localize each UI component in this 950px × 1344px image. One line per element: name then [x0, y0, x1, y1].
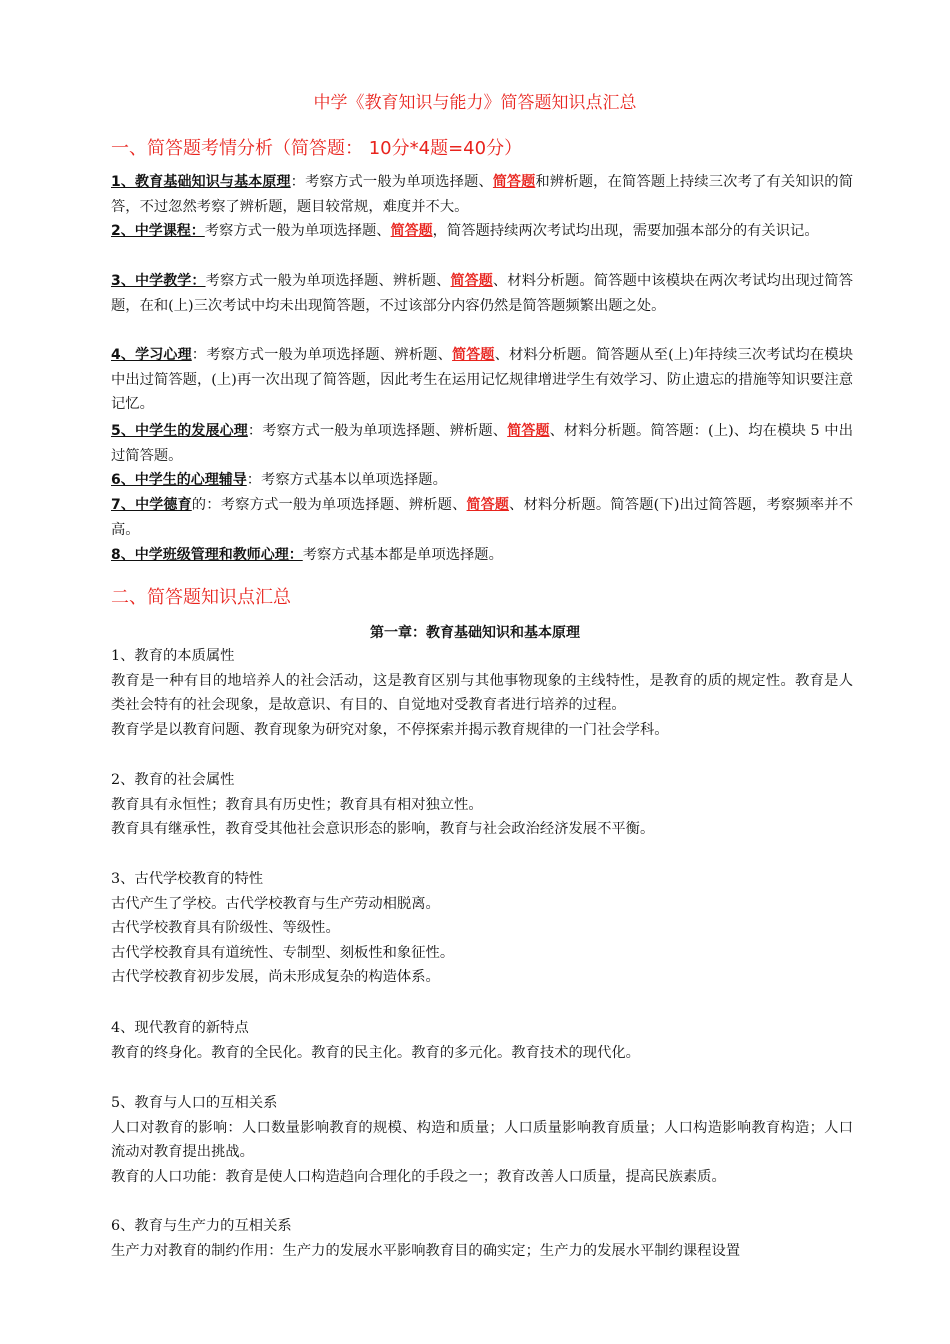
topic-line: 古代产生了学校。古代学校教育与生产劳动相脱离。	[111, 895, 440, 912]
analysis-item	[111, 269, 853, 318]
item-text: 、材料分析题。简答题中该模块在两次考试均出现过简答题，在和(上)三次考试中均未出现简答题，不过该部分内容仍然是简答题频繁出题之处。	[111, 273, 854, 314]
topic-heading: 1、教育的本质属性	[111, 648, 235, 664]
highlight-term: 简答题	[452, 347, 495, 363]
analysis-item	[111, 419, 853, 468]
highlight-term: 简答题	[466, 497, 510, 513]
item-text: ：考察方式基本以单项选择题。	[246, 472, 447, 488]
item-text: ：考察方式一般为单项选择题、辨析题、	[247, 423, 508, 439]
topic-block	[111, 1091, 853, 1189]
topic-heading: 2、教育的社会属性	[111, 772, 235, 788]
item-lead: 6、中学生的心理辅导	[111, 472, 247, 488]
item-lead: 2、中学课程：	[111, 223, 205, 239]
topic-line: 古代学校教育具有道统性、专制型、刻板性和象征性。	[111, 944, 455, 961]
item-text: 的：考察方式一般为单项选择题、辨析题、	[191, 497, 467, 513]
section-2-heading: 二、简答题知识点汇总	[111, 587, 291, 608]
item-text: 考察方式一般为单项选择题、	[204, 223, 391, 239]
topic-block	[111, 644, 853, 742]
chapter-title: 第一章：教育基础知识和基本原理	[370, 625, 580, 641]
item-text: 、材料分析题。简答题(下)出过简答题，考察频率并不高。	[111, 497, 854, 538]
analysis-item	[111, 343, 853, 417]
item-lead: 5、中学生的发展心理	[111, 423, 248, 439]
item-lead: 8、中学班级管理和教师心理：	[111, 547, 303, 563]
item-text: ：考察方式一般为单项选择题、辨析题、	[191, 347, 453, 363]
analysis-item	[111, 493, 853, 542]
topic-line: 生产力对教育的制约作用：生产力的发展水平影响教育目的确实定；生产力的发展水平制约课程设置	[111, 1242, 741, 1259]
topic-block	[111, 768, 853, 842]
topic-line: 人口对教育的影响：人口数量影响教育的规模、构造和质量；人口质量影响教育质量；人口构造影响教育构造；人口流动对教育提出挑战。	[111, 1119, 853, 1160]
topic-line: 古代学校教育初步发展，尚未形成复杂的构造体系。	[111, 969, 440, 985]
item-text: 和辨析题，在简答题上持续三次考了有关知识的简答，不过忽然考察了辨析题，题目较常规，难度并不大。	[111, 174, 854, 215]
topic-block	[111, 867, 853, 990]
topic-line: 教育的人口功能：教育是使人口构造趋向合理化的手段之一；教育改善人口质量，提高民族素质。	[111, 1168, 726, 1185]
topic-line: 古代学校教育具有阶级性、等级性。	[111, 920, 340, 936]
topic-block	[111, 1016, 853, 1065]
topic-line: 教育具有永恒性；教育具有历史性；教育具有相对独立性。	[111, 796, 483, 813]
highlight-term: 简答题	[450, 273, 493, 289]
topic-heading: 6、教育与生产力的互相关系	[111, 1218, 292, 1234]
item-lead: 1、教育基础知识与基本原理	[111, 174, 291, 190]
topic-heading: 4、现代教育的新特点	[111, 1020, 249, 1036]
analysis-item	[111, 219, 853, 244]
analysis-item	[111, 170, 853, 219]
topic-block	[111, 1214, 853, 1263]
item-text: ，简答题持续两次考试均出现，需要加强本部分的有关识记。	[432, 223, 819, 239]
item-text: 、材料分析题。简答题从至(上)年持续三次考试均在模块中出过简答题，(上)再一次出现了简答题，因此考生在运用记忆规律增进学生有效学习、防止遗忘的措施等知识要注意记忆。	[111, 347, 854, 412]
topic-heading: 3、古代学校教育的特性	[111, 871, 264, 887]
highlight-term: 简答题	[492, 174, 536, 190]
topic-heading: 5、教育与人口的互相关系	[111, 1095, 278, 1111]
item-lead: 7、中学德育	[111, 497, 192, 513]
item-lead: 4、学习心理	[111, 347, 192, 363]
topic-line: 教育是一种有目的地培养人的社会活动，这是教育区别与其他事物现象的主线特性，是教育的质的规定性。教育是人类社会特有的社会现象，是故意识、有目的、自觉地对受教育者进行培养的过程。	[111, 672, 853, 713]
highlight-term: 简答题	[507, 423, 550, 439]
item-text: ：考察方式一般为单项选择题、	[290, 174, 493, 190]
analysis-item	[111, 468, 853, 493]
item-text: 考察方式基本都是单项选择题。	[302, 547, 503, 563]
analysis-item	[111, 543, 853, 568]
topic-line: 教育具有继承性，教育受其他社会意识形态的影响，教育与社会政治经济发展不平衡。	[111, 821, 655, 837]
item-lead: 3、中学教学：	[111, 273, 206, 289]
topic-line: 教育的终身化。教育的全民化。教育的民主化。教育的多元化。教育技术的现代化。	[111, 1044, 640, 1061]
topic-line: 教育学是以教育问题、教育现象为研究对象，不停探索并揭示教育规律的一门社会学科。	[111, 721, 669, 738]
item-text: 考察方式一般为单项选择题、辨析题、	[205, 273, 451, 289]
document-title: 中学《教育知识与能力》简答题知识点汇总	[313, 93, 637, 113]
section-1-heading: 一、简答题考情分析（简答题： 10分*4题=40分）	[111, 138, 523, 159]
item-text: 、材料分析题。简答题：(上)、均在模块 5 中出过简答题。	[111, 423, 854, 464]
highlight-term: 简答题	[390, 223, 433, 239]
